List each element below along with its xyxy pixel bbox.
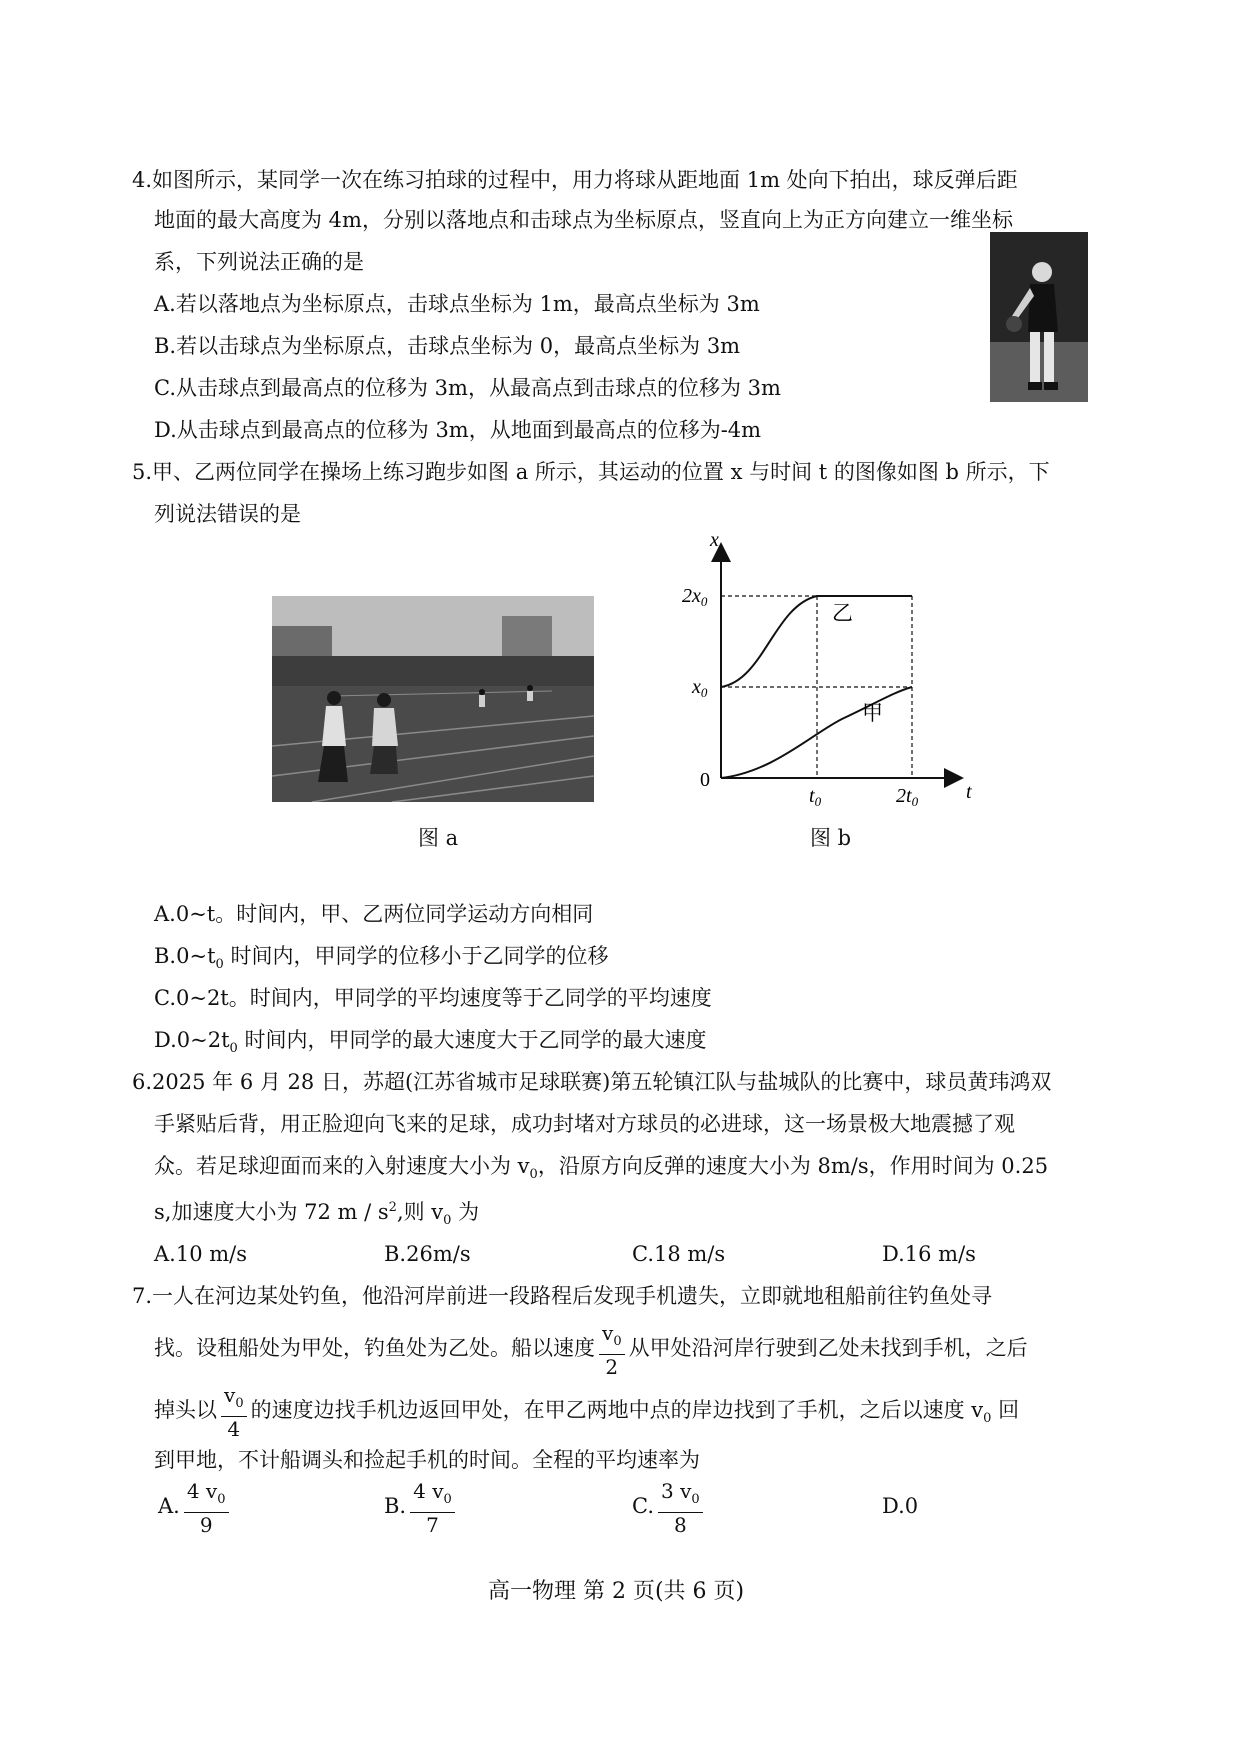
q7-fraction-v0-over-4: $\frac{v_0}{4}$ [221, 1383, 247, 1441]
graph-label-t0: $t_0$ [809, 785, 822, 809]
q6-option-d: D.16 m/s [882, 1242, 976, 1266]
graph-label-2t0: $2t_0$ [896, 785, 919, 809]
q6-stem-line4: s,加速度大小为 72 m / $s^2$,则 $v_0$ 为 [154, 1200, 480, 1229]
graph-label-jia: 甲 [862, 701, 883, 725]
q6-option-a: A.10 m/s [154, 1242, 248, 1266]
q4-stem-line1: 4.如图所示，某同学一次在练习拍球的过程中，用力将球从距地面 1m 处向下拍出，球反弹后距 [132, 168, 1018, 192]
q6-stem-line2: 手紧贴后背，用正脸迎向飞来的足球，成功封堵对方球员的必进球，这一场景极大地震撼了观 [154, 1112, 1015, 1136]
q7-stem-line3: 掉头以 $\frac{v_0}{4}$ 的速度边找手机边返回甲处，在甲乙两地中点的岸边找到了手机，之后以速度 $v_0$ 回 [154, 1382, 1020, 1441]
q5-stem-line1: 5.甲、乙两位同学在操场上练习跑步如图 a 所示，其运动的位置 x 与时间 t 的图像如图 b 所示，下 [132, 460, 1050, 484]
q4-option-d: D.从击球点到最高点的位移为 3m，从地面到最高点的位移为-4m [154, 418, 762, 442]
q5-stem-line2: 列说法错误的是 [154, 502, 301, 526]
q4-option-a: A.若以落地点为坐标原点，击球点坐标为 1m，最高点坐标为 3m [154, 292, 760, 316]
q7-stem-line2: 找。设租船处为甲处，钓鱼处为乙处。船以速度 $\frac{v_0}{2}$ 从甲处沿河岸行驶到乙处未找到手机，之后 [154, 1320, 1028, 1379]
graph-label-origin: 0 [700, 769, 710, 791]
graph-label-2x0: $2x_0$ [682, 585, 708, 609]
q4-option-c: C.从击球点到最高点的位移为 3m，从最高点到击球点的位移为 3m [154, 376, 781, 400]
graph-label-t: t [966, 781, 972, 803]
page-footer: 高一物理 第 2 页(共 6 页) [488, 1579, 745, 1604]
q5-option-b: $B.0\sim t_0$ 时间内，甲同学的位移小于乙同学的位移 [154, 944, 609, 973]
q4-stem-line2: 地面的最大高度为 4m，分别以落地点和击球点为坐标原点，竖直向上为正方向建立一维坐标 [154, 208, 1013, 232]
q4-option-b: B.若以击球点为坐标原点，击球点坐标为 0，最高点坐标为 3m [154, 334, 741, 358]
q7-option-a: A. $\frac{4 v_0}{9}$ [158, 1478, 233, 1537]
graph-label-x0: $x_0$ [692, 676, 708, 700]
q5-caption-a: 图 a [418, 826, 459, 850]
q6-option-c: C.18 m/s [632, 1242, 726, 1266]
graph-label-yi: 乙 [832, 601, 853, 625]
q5-option-c: C.0~2t。时间内，甲同学的平均速度等于乙同学的平均速度 [154, 986, 712, 1010]
q5-photo-runners [272, 596, 594, 802]
q7-fraction-v0-over-2: $\frac{v_0}{2}$ [599, 1321, 625, 1379]
q6-stem-line1: 6.2025 年 6 月 28 日，苏超(江苏省城市足球联赛)第五轮镇江队与盐城队的比赛中，球员黄玮鸿双 [132, 1070, 1052, 1094]
q4-photo-basketball [990, 232, 1088, 402]
q7-option-c: C. $\frac{3 v_0}{8}$ [632, 1478, 707, 1537]
q5-option-d: $D.0\sim 2t_0$ 时间内，甲同学的最大速度大于乙同学的最大速度 [154, 1028, 707, 1057]
q6-stem-line3: 众。若足球迎面而来的入射速度大小为 $v_0$，沿原方向反弹的速度大小为 8m/s，作用时间为 0.25 [154, 1154, 1049, 1183]
q7-option-b: B. $\frac{4 v_0}{7}$ [384, 1478, 459, 1537]
q6-option-b: B.26m/s [384, 1242, 471, 1266]
q7-stem-line1: 7.一人在河边某处钓鱼，他沿河岸前进一段路程后发现手机遗失，立即就地租船前往钓鱼处寻 [132, 1284, 993, 1308]
q7-option-d: D.0 [882, 1494, 919, 1518]
graph-label-x: x [710, 532, 719, 551]
q4-stem-line3: 系，下列说法正确的是 [154, 250, 364, 274]
q5-caption-b: 图 b [810, 826, 852, 850]
q5-graph-xt [664, 532, 984, 822]
q7-stem-line4: 到甲地，不计船调头和捡起手机的时间。全程的平均速率为 [154, 1448, 700, 1472]
q5-option-a: A.0~t。时间内，甲、乙两位同学运动方向相同 [154, 902, 594, 926]
